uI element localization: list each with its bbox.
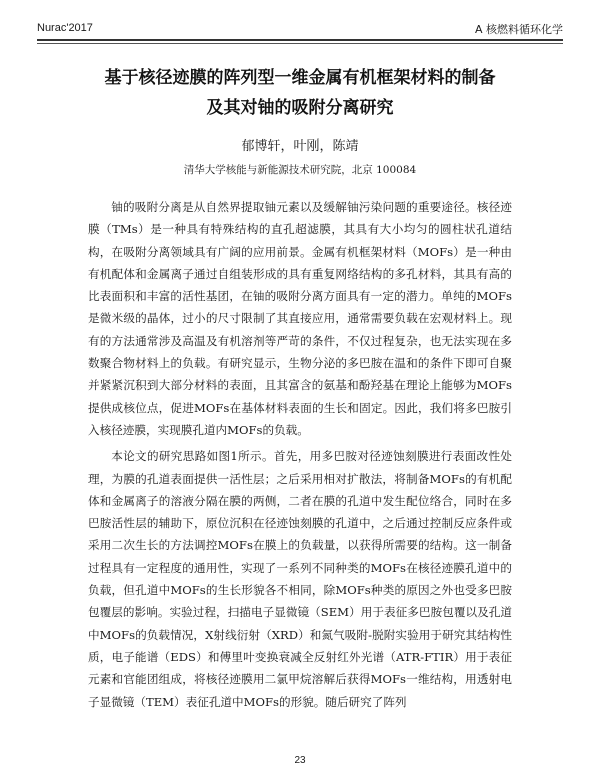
paragraph-2: 本论文的研究思路如图1所示。首先，用多巴胺对径迹蚀刻膜进行表面改性处理，为膜的孔道表面提供一活性层；之后采用相对扩散法，将制备MOFs的有机配体和金属离子的溶液分隔在膜的两侧，二者在膜的孔道中发生配位络合，同时在多巴胺活性层的辅助下，原位沉积在径迹蚀刻膜的孔道中，之后通过控制反应条件或采用二次生长的方法调控MOFs在膜上的负载量，以获得所需要的结构。这一制备过程具有一定程度的通用性，实现了一系列不同种类的MOFs在核径迹膜孔道中的负载，但孔道中MOFs的生长形貌各不相同，除MOFs种类的原因之外也受多巴胺包覆层的影响。实验过程，扫描电子显微镜（SEM）用于表征多巴胺包覆以及孔道中MOFs的负载情况，X射线衍射（XRD）和氮气吸附-脱附实验用于研究其结构性质，电子能谱（EDS）和傅里叶变换衰减全反射红外光谱（ATR-FTIR）用于表征元素和官能团组成，将核径迹膜用二氯甲烷溶解后获得MOFs一维结构，用透射电子显微镜（TEM）表征孔道中MOFs的形貌。随后研究了阵列 [88, 449, 512, 709]
header-rule-thick [37, 39, 563, 41]
conference-label: Nurac'2017 [37, 22, 93, 34]
header-rule-thin [37, 43, 563, 44]
running-header [37, 18, 563, 38]
paragraph-1: 铀的吸附分离是从自然界提取铀元素以及缓解铀污染问题的重要途径。核径迹膜（TMs）是一种具有特殊结构的直孔超滤膜，其具有大小均匀的圆柱状孔道结构，在吸附分离领域具有广阔的应用前景。金属有机框架材料（MOFs）是一种由有机配体和金属离子通过自组装形成的具有重复网络结构的多孔材料，其具有高的比表面积和丰富的活性基团，在铀的吸附分离方面具有一定的潜力。单纯的MOFs是微米级的晶体，过小的尺寸限制了其直接应用，通常需要负载在宏观材料上。现有的方法通常涉及高温及有机溶剂等严苛的条件，不仅过程复杂，也无法实现在多数聚合物材料上的负载。有研究显示，生物分泌的多巴胺在温和的条件下即可自聚并紧紧沉积到大部分材料的表面，且其富含的氨基和酚羟基在理论上能够为MOFs提供成核位点，促进MOFs在基体材料表面的生长和固定。因此，我们将多巴胺引入核径迹膜，实现膜孔道内MOFs的负载。 [88, 200, 512, 437]
body-text [88, 196, 512, 713]
affiliation: 清华大学核能与新能源技术研究院，北京 100084 [183, 164, 417, 176]
page-number: 23 [294, 755, 306, 766]
paper-title-line-1: 基于核径迹膜的阵列型一维金属有机框架材料的制备 [104, 68, 496, 88]
paper-title-line-2: 及其对铀的吸附分离研究 [206, 98, 394, 118]
authors: 郁博轩，叶刚，陈靖 [241, 139, 359, 154]
section-label: A 核燃料循环化学 [474, 23, 563, 36]
